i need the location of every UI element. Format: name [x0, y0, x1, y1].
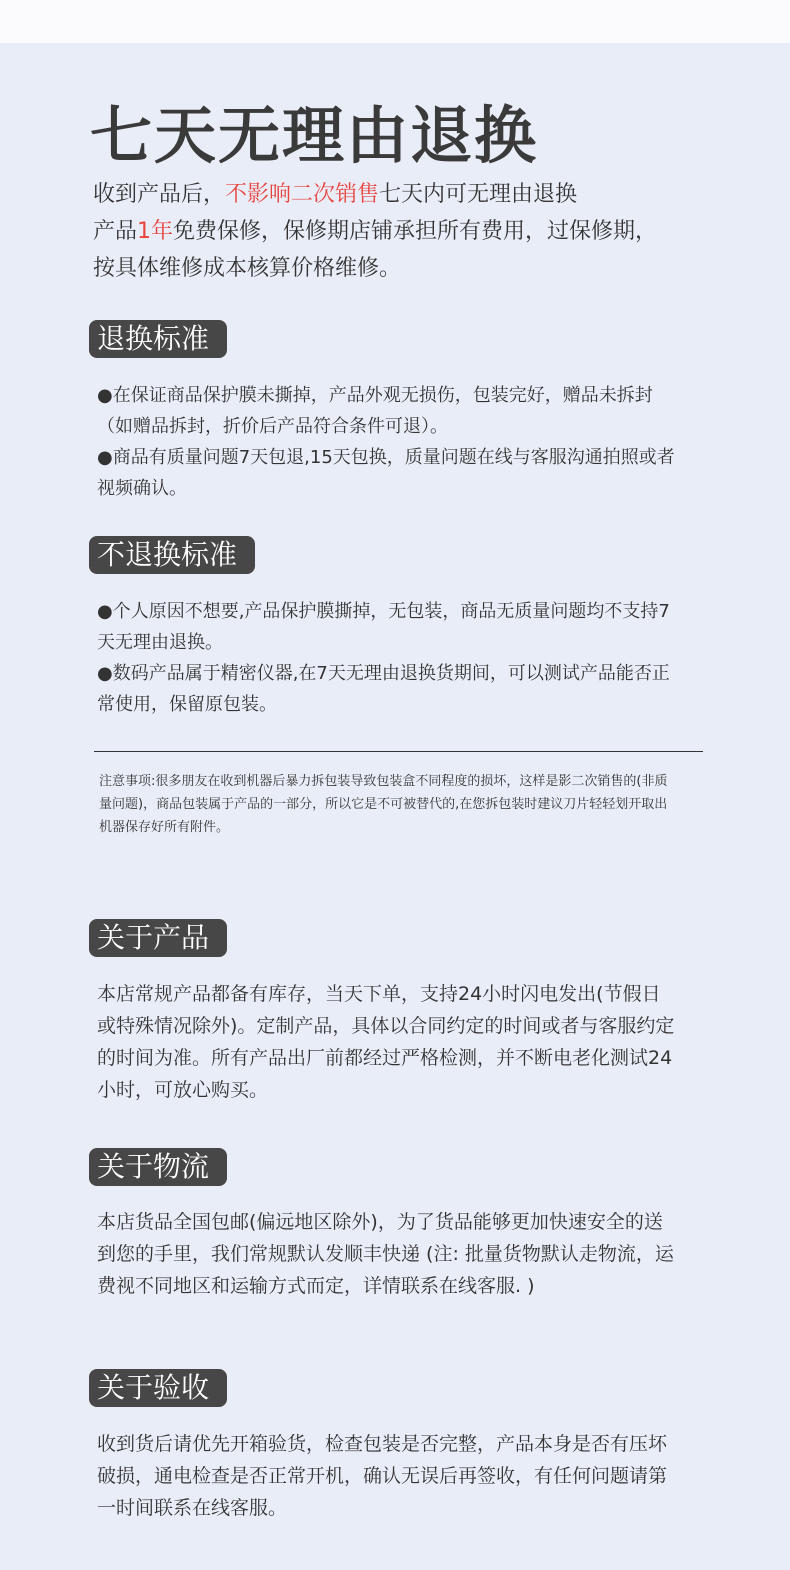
no-return-standard-list: [97, 596, 677, 720]
about-product-text: 本店常规产品都备有库存，当天下单，支持24小时闪电发出(节假日或特殊情况除外)。定制产品，具体以合同约定的时间或者与客服约定的时间为准。所有产品出厂前都经过严格检测，并不断电老化测试24小时，可放心购买。: [97, 983, 675, 1101]
intro-line-2-suffix: 免费保修，保修期店铺承担所有费用，过保修期，: [173, 219, 658, 244]
intro-line-2-prefix: 产品: [93, 219, 138, 244]
return-standard-item: ●在保证商品保护膜未撕掉，产品外观无损伤，包装完好，赠品未拆封（如赠品拆封，折价后产品符合条件可退）。: [97, 385, 653, 437]
intro-text: [93, 176, 733, 287]
intro-line-2: [93, 213, 733, 250]
intro-line-3: 按具体维修成本核算价格维修。: [93, 256, 402, 281]
intro-line-1-prefix: 收到产品后，: [93, 182, 226, 207]
page-title: 七天无理由退换: [90, 99, 539, 172]
about-inspection-heading: 关于验收: [89, 1369, 227, 1407]
notice-text: 注意事项:很多朋友在收到机器后暴力拆包装导致包装盒不同程度的损坏，这样是影二次销售的(非质量问题)，商品包装属于产品的一部分，所以它是不可被替代的,在您拆包装时建议刀片轻轻划开取出机器保存好所有附件。: [99, 774, 668, 835]
about-logistics-text: 本店货品全国包邮(偏远地区除外)，为了货品能够更加快速安全的送到您的手里，我们常规默认发顺丰快递 (注: 批量货物默认走物流，运费视不同地区和运输方式而定，详情联系在线客服. ): [97, 1211, 674, 1297]
intro-line-1-suffix: 七天内可无理由退换: [379, 182, 578, 207]
about-inspection-text: 收到货后请优先开箱验货，检查包装是否完整，产品本身是否有压坏破损，通电检查是否正常开机，确认无误后再签收，有任何问题请第一时间联系在线客服。: [97, 1433, 668, 1519]
about-logistics-heading: 关于物流: [89, 1148, 227, 1186]
no-return-standard-item: ●数码产品属于精密仪器,在7天无理由退换货期间，可以测试产品能否正常使用，保留原包装。: [97, 663, 670, 715]
no-return-standard-item: ●个人原因不想要,产品保护膜撕掉，无包装，商品无质量问题均不支持7天无理由退换。: [97, 601, 670, 653]
divider: [94, 751, 703, 752]
no-return-standard-heading: 不退换标准: [89, 536, 255, 574]
intro-highlight-warranty: 1年: [137, 219, 174, 244]
return-standard-item: ●商品有质量问题7天包退,15天包换，质量问题在线与客服沟通拍照或者视频确认。: [97, 447, 675, 499]
intro-line-1: [93, 176, 733, 213]
top-band: [0, 0, 790, 43]
return-standard-list: [97, 380, 677, 504]
about-product-heading: 关于产品: [89, 919, 227, 957]
return-standard-heading: 退换标准: [89, 320, 227, 358]
intro-highlight-resale: 不影响二次销售: [225, 182, 380, 207]
